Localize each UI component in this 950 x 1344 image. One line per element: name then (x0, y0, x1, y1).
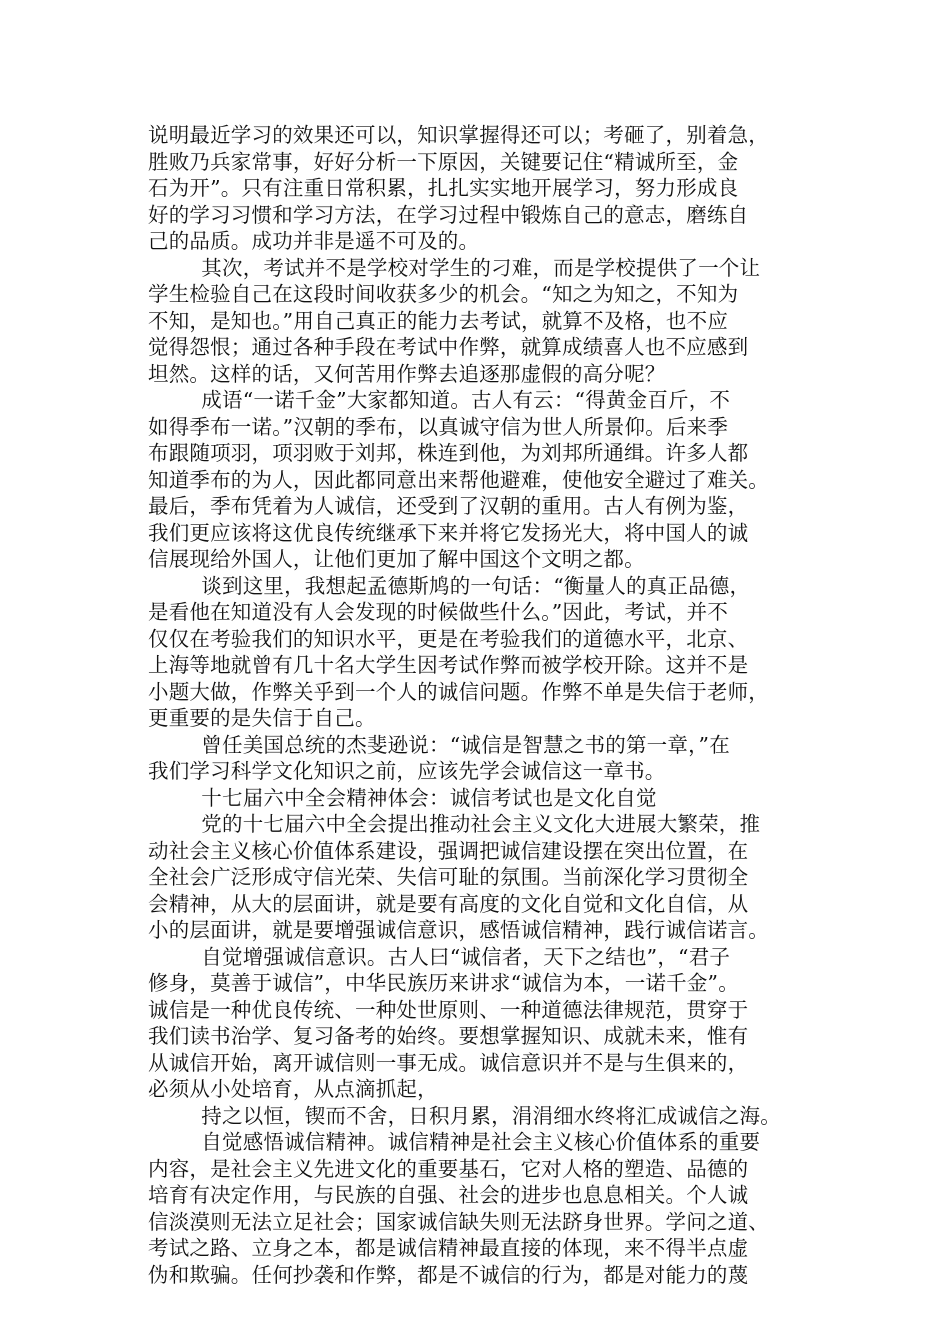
text-line: 从诚信开始，离开诚信则一事无成。诚信意识并不是与生俱来的， (148, 1050, 749, 1075)
text-line: 会精神，从大的层面讲，就是要有高度的文化自觉和文化自信，从 (148, 891, 749, 916)
text-line: 己的品质。成功并非是遥不可及的。 (148, 229, 480, 253)
text-line: 石为开”。只有注重日常积累，扎扎实实地开展学习，努力形成良 (148, 176, 739, 200)
section-heading (148, 785, 804, 812)
text-line: 自觉增强诚信意识。古人曰“诚信者，天下之结也”，“君子 (201, 944, 731, 969)
text-line: 培育有决定作用，与民族的自强、社会的进步也息息相关。个人诚 (148, 1183, 749, 1207)
text-line: 学生检验自己在这段时间收获多少的机会。“知之为知之，不知为 (148, 282, 739, 306)
text-line: 我们读书治学、复习备考的始终。要想掌握知识、成就未来，惟有 (148, 1024, 749, 1048)
document-body (148, 122, 804, 1288)
text-line: 谈到这里，我想起孟德斯鸠的一句话：“衡量人的真正品德， (201, 573, 751, 598)
text-line: 信展现给外国人，让他们更加了解中国这个文明之都。 (148, 547, 645, 571)
text-line: 小题大做，作弊关乎到一个人的诚信问题。作弊不单是失信于老师， (148, 679, 769, 704)
text-line: 坦然。这样的话，又何苦用作弊去追逐那虚假的高分呢？ (148, 361, 666, 386)
paragraph-4 (148, 573, 804, 732)
text-line: 伪和欺骗。任何抄袭和作弊，都是不诚信的行为，都是对能力的蔑 (148, 1262, 749, 1287)
text-line: 我们学习科学文化知识之前，应该先学会诚信这一章书。 (148, 759, 666, 783)
text-line: 党的十七届六中全会提出推动社会主义文化大进展大繁荣，推 (201, 812, 761, 836)
paragraph-3 (148, 387, 804, 573)
text-line: 全社会广泛形成守信光荣、失信可耻的氛围。当前深化学习贯彻全 (148, 865, 749, 889)
text-line: 自觉感悟诚信精神。诚信精神是社会主义核心价值体系的重要 (201, 1130, 761, 1154)
text-line: 说明最近学习的效果还可以，知识掌握得还可以；考砸了，别着急， (148, 123, 769, 147)
text-line: 诚信是一种优良传统、一种处世原则、一种道德法律规范，贯穿于 (148, 997, 749, 1022)
text-line: 布跟随项羽，项羽败于刘邦，株连到他，为刘邦所通缉。许多人都 (148, 441, 749, 465)
text-line: 知道季布的为人，因此都同意出来帮他避难，使他安全避过了难关。 (148, 467, 769, 492)
text-line: 最后，季布凭着为人诚信，还受到了汉朝的重用。古人有例为鉴， (148, 494, 749, 518)
paragraph-1 (148, 122, 804, 255)
text-line: 仅仅在考验我们的知识水平，更是在考验我们的道德水平，北京、 (148, 626, 749, 651)
text-line: 胜败乃兵家常事，好好分析一下原因，关键要记住“精诚所至，金 (148, 149, 739, 174)
text-line: 持之以恒，锲而不舍，日积月累，涓涓细水终将汇成诚信之海。 (201, 1103, 781, 1128)
text-line: 小的层面讲，就是要增强诚信意识，感悟诚信精神，践行诚信诺言。 (148, 918, 769, 942)
paragraph-2 (148, 255, 804, 388)
text-line: 如得季布一诺。”汉朝的季布，以真诚守信为世人所景仰。后来季 (148, 414, 729, 439)
text-line: 内容，是社会主义先进文化的重要基石，它对人格的塑造、品德的 (148, 1156, 749, 1181)
text-line: 成语“一诺千金”大家都知道。古人有云：“得黄金百斤，不 (201, 388, 731, 412)
text-line: 好的学习习惯和学习方法，在学习过程中锻炼自己的意志，磨练自 (148, 202, 749, 227)
paragraph-8 (148, 1103, 804, 1130)
text-line: 是看他在知道没有人会发现的时候做些什么。”因此，考试，并不 (148, 600, 729, 624)
paragraph-9 (148, 1129, 804, 1288)
text-line: 觉得怨恨；通过各种手段在考试中作弊，就算成绩喜人也不应感到 (148, 335, 749, 359)
text-line: 必须从小处培育，从点滴抓起， (148, 1077, 438, 1101)
paragraph-7 (148, 944, 804, 1103)
text-line: 上海等地就曾有几十名大学生因考试作弊而被学校开除。这并不是 (148, 653, 749, 677)
paragraph-5 (148, 732, 804, 785)
text-line: 考试之路、立身之本，都是诚信精神最直接的体现，来不得半点虚 (148, 1236, 749, 1260)
paragraph-6 (148, 811, 804, 944)
text-line: 不知，是知也。”用自己真正的能力去考试，就算不及格，也不应 (148, 308, 729, 333)
text-line: 动社会主义核心价值体系建设，强调把诚信建设摆在突出位置，在 (148, 838, 749, 863)
text-line: 修身，莫善于诚信”，中华民族历来讲求“诚信为本，一诺千金”。 (148, 971, 739, 995)
text-line: 信淡漠则无法立足社会；国家诚信缺失则无法跻身世界。学问之道、 (148, 1209, 769, 1234)
text-line: 其次，考试并不是学校对学生的刁难，而是学校提供了一个让 (201, 255, 761, 280)
heading-text: 十七届六中全会精神体会：诚信考试也是文化自觉 (201, 785, 657, 810)
text-line: 曾任美国总统的杰斐逊说：“诚信是智慧之书的第一章，”在 (201, 732, 730, 757)
text-line: 我们更应该将这优良传统继承下来并将它发扬光大，将中国人的诚 (148, 520, 749, 545)
text-line: 更重要的是失信于自己。 (148, 706, 376, 730)
